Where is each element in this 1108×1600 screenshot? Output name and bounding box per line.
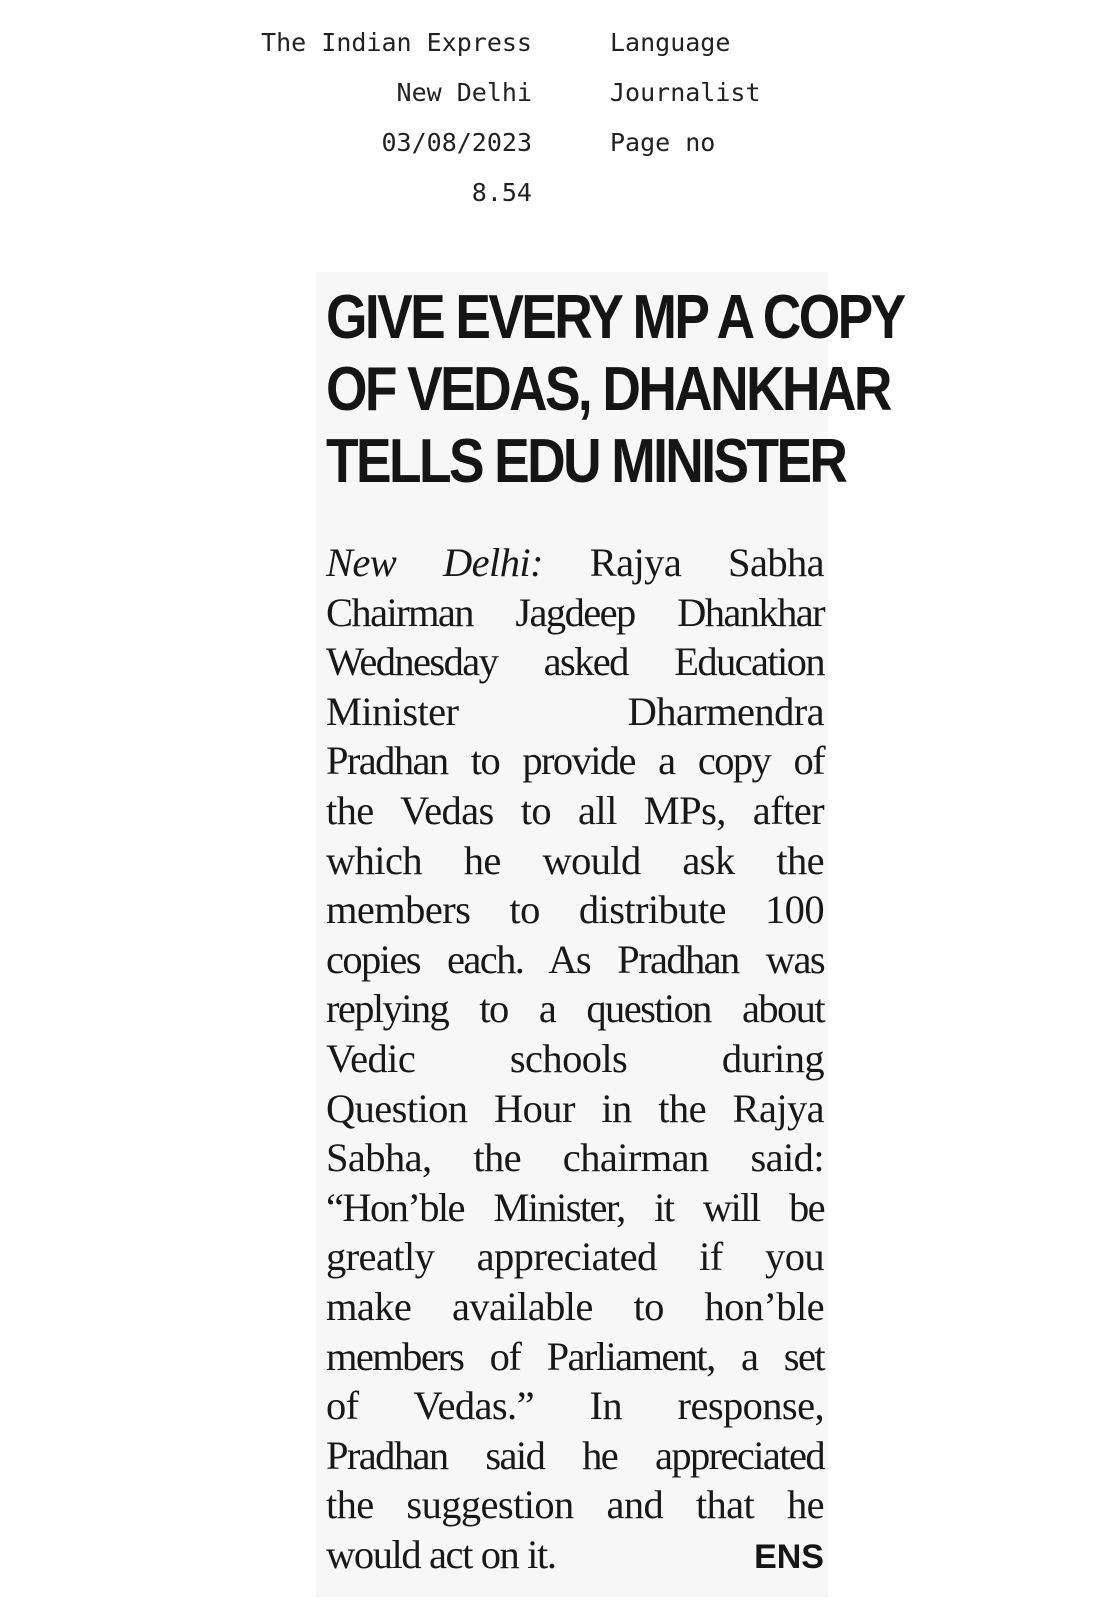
body-line: greatly appreciated if you (326, 1234, 824, 1280)
body-line: Vedic schools during (326, 1035, 824, 1081)
headline-line: GIVE EVERY MP A COPY (326, 283, 904, 352)
body-line: the suggestion and that he (326, 1482, 824, 1528)
news-agency-credit: ENS (754, 1537, 824, 1576)
body-line: which he would ask the (326, 837, 824, 883)
body-line: make available to hon’ble (326, 1283, 824, 1329)
publication-date: 03/08/2023 (381, 128, 532, 157)
body-line (326, 538, 824, 588)
language-label: Language (610, 28, 731, 57)
body-line: Question Hour in the Rajya (326, 1085, 824, 1131)
body-line: Chairman Jagdeep Dhankhar (326, 589, 824, 635)
body-line: Pradhan said he appreciated (326, 1432, 824, 1478)
body-line: members of Parliament, a set (326, 1333, 824, 1379)
body-last-line (326, 1530, 824, 1580)
body-line: Sabha, the chairman said: (326, 1135, 824, 1181)
body-line: Pradhan to provide a copy of (326, 738, 824, 784)
body-line: Minister Dharmendra (326, 688, 824, 734)
body-line: replying to a question about (326, 986, 824, 1032)
body-line: copies each. As Pradhan was (326, 936, 824, 982)
body-line-text: Rajya Sabha (542, 540, 825, 585)
headline-line: TELLS EDU MINISTER (326, 427, 846, 496)
body-line: “Hon’ble Minister, it will be (326, 1184, 824, 1230)
dateline: New Delhi: (326, 540, 543, 585)
body-line: of Vedas.” In response, (326, 1383, 824, 1429)
article-body (326, 538, 824, 1579)
headline-line: OF VEDAS, DHANKHAR (326, 355, 890, 424)
clip-value: 8.54 (471, 178, 532, 207)
body-line: the Vedas to all MPs, after (326, 787, 824, 833)
metadata-values-column (200, 18, 532, 218)
body-line: members to distribute 100 (326, 887, 824, 933)
article-headline (326, 282, 904, 498)
journalist-label: Journalist (610, 78, 761, 107)
page-number-label: Page no (610, 128, 716, 157)
metadata-labels-column (610, 18, 930, 168)
body-line: Wednesday asked Education (326, 639, 824, 685)
body-line-text: would act on it. (326, 1531, 556, 1577)
edition-city: New Delhi (396, 78, 532, 107)
publication-name: The Indian Express (261, 28, 532, 57)
